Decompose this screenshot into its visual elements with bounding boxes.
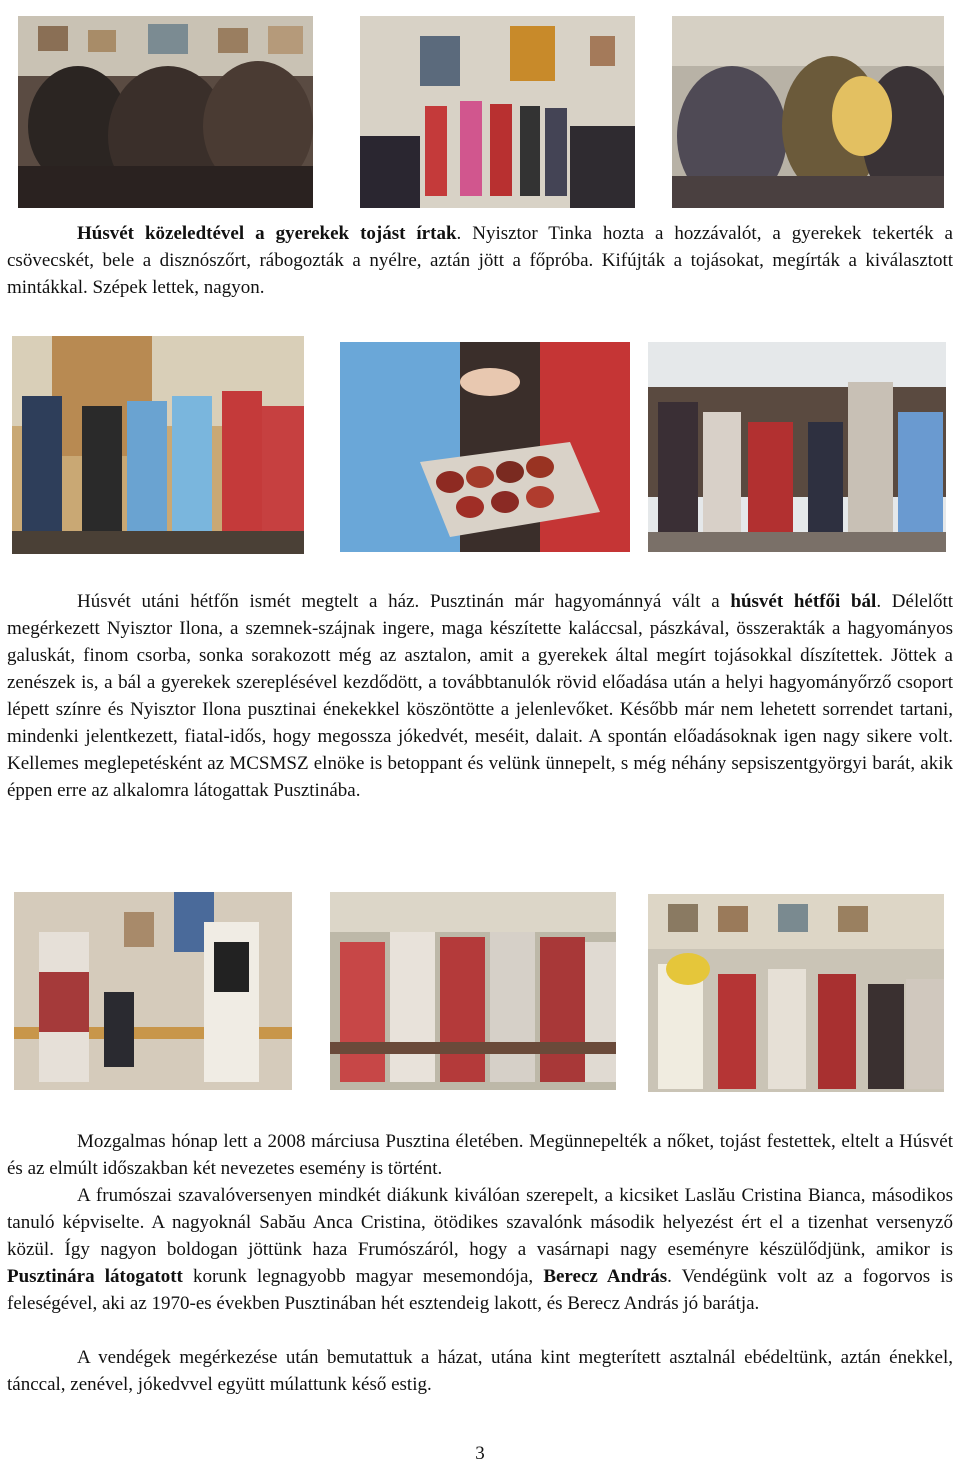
couple-folk-costume-photo xyxy=(14,892,292,1090)
women-painting-eggs-photo xyxy=(672,16,944,208)
children-outdoors-photo xyxy=(12,336,304,554)
paragraph-eventful-month: Mozgalmas hónap lett a 2008 márciusa Pusztina életében. Megünnepelték a nőket, tojást festettek, eltelt a Húsvét és az elmúlt időszakban két nevezetes esemény is történt. xyxy=(7,1131,953,1179)
paragraph-easter-ball: Húsvét utáni hétfőn ismét megtelt a ház. Pusztinán már hagyománnyá vált a húsvét hétfői bál. Délelőtt megérkezett Nyisztor Ilona, a szemnek-szájnak ingere, maga készítette kaláccsal, pászkával, összerakták a hagyományos galuskát, finom csorba, sonka sorakozott még az asztalon, amit a gyerekek által megírt tojásokkal díszítettek. Jöttek a zenészek is, a bál a gyerekek szereplésével kezdődött, a továbbtanulók rövid előadása után a helyi hagyományőrző csoport lépett színre és Nyisztor Ilona pusztinai énekekkel köszöntötte a jelenlevőket. Később már nem lehetett sorrendet tartani, mindenki jelentkezett, fiatal-idős, hogy megossza jókedvét, meséit, dalait. A spontán előadásoknak igen nagy sikere volt. Kellemes meglepetésként az MCSMSZ elnöke is betoppant és velünk ünnepelt, s még néhány sepsiszentgyörgyi barát, akik éppen erre az alkalomra látogattak Pusztinába. xyxy=(7,591,953,801)
page-number: 3 xyxy=(475,1443,485,1464)
children-at-fence-photo xyxy=(648,342,946,552)
paragraph-bold-visit: Pusztinára látogatott xyxy=(7,1266,183,1287)
paragraph-egg-painting: Húsvét közeledtével a gyerekek tojást írtak. Nyisztor Tinka hozta a hozzávalót, a gyerekek tekerték a csövecskét, bele a disznószőrt, rábogozták a nyélre, aztán jött a főpróba. Kifújták a tojásokat, megírták a kiválasztott mintákkal. Szépek lettek, nagyon. xyxy=(7,223,953,298)
circle-dance-photo xyxy=(648,894,944,1092)
paragraph-bold-storyteller-name: Berecz András xyxy=(543,1266,668,1287)
women-folk-choir-photo xyxy=(330,892,616,1090)
paragraph-bold-lead: Húsvét közeledtével a gyerekek tojást írtak xyxy=(77,223,457,244)
crowded-room-photo xyxy=(18,16,313,208)
painted-eggs-tray-photo xyxy=(340,342,630,552)
children-performing-photo xyxy=(360,16,635,208)
paragraph-recitation-contest: A frumószai szavalóversenyen mindkét diákunk kiválóan szerepelt, a kicsiket Laslău Cristina Bianca, másodikos tanuló képviselte. A nagyoknál Sabău Anca Cristina, ötödikes szavalónk második helyezést ért el a tizenhat versenyző közül. Így nagyon boldogan jöttünk haza Frumószáról, hogy a vasárnapi nagy eseményre készülődjünk, amikor is Pusztinára látogatott korunk legnagyobb magyar mesemondója, Berecz András. Vendégünk volt az a fogorvos is feleségével, aki az 1970-es években Pusztinában hét esztendeig lakott, és Berecz András jó barátja. xyxy=(7,1185,953,1314)
paragraph-bold-easter-ball: húsvét hétfői bál xyxy=(730,591,877,612)
paragraph-guests-arrival: A vendégek megérkezése után bemutattuk a házat, utána kint megterített asztalnál ebédeltünk, aztán énekkel, tánccal, zenével, jókedvvel együtt múlattunk késő estig. xyxy=(7,1347,953,1395)
